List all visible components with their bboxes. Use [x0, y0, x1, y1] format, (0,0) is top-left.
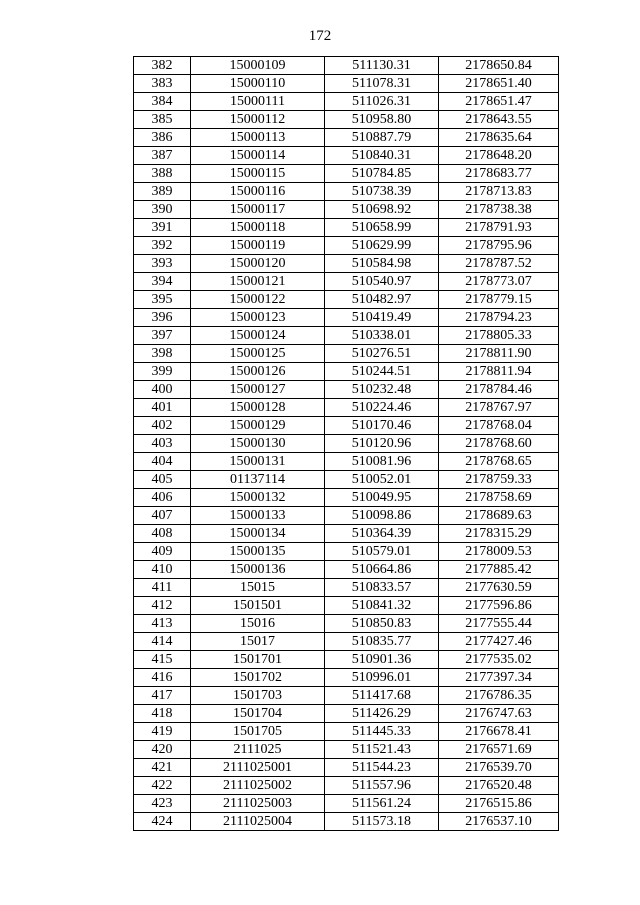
x-coordinate-cell: 510840.31 — [325, 147, 439, 165]
table-row — [134, 237, 559, 255]
x-coordinate-cell: 511417.68 — [325, 687, 439, 705]
table-row — [134, 579, 559, 597]
point-id-cell: 15000136 — [191, 561, 325, 579]
x-coordinate-cell: 510120.96 — [325, 435, 439, 453]
point-number-cell: 403 — [134, 435, 191, 453]
x-coordinate-cell: 510658.99 — [325, 219, 439, 237]
y-coordinate-cell: 2176747.63 — [439, 705, 559, 723]
y-coordinate-cell: 2178738.38 — [439, 201, 559, 219]
point-number-cell: 404 — [134, 453, 191, 471]
point-id-cell: 15000126 — [191, 363, 325, 381]
x-coordinate-cell: 510364.39 — [325, 525, 439, 543]
table-row — [134, 129, 559, 147]
y-coordinate-cell: 2176786.35 — [439, 687, 559, 705]
x-coordinate-cell: 510698.92 — [325, 201, 439, 219]
point-number-cell: 382 — [134, 57, 191, 75]
y-coordinate-cell: 2178651.47 — [439, 93, 559, 111]
x-coordinate-cell: 511026.31 — [325, 93, 439, 111]
table-row — [134, 453, 559, 471]
y-coordinate-cell: 2176539.70 — [439, 759, 559, 777]
y-coordinate-cell: 2178759.33 — [439, 471, 559, 489]
point-number-cell: 396 — [134, 309, 191, 327]
y-coordinate-cell: 2177555.44 — [439, 615, 559, 633]
x-coordinate-cell: 510482.97 — [325, 291, 439, 309]
table-row — [134, 525, 559, 543]
point-number-cell: 411 — [134, 579, 191, 597]
point-number-cell: 421 — [134, 759, 191, 777]
y-coordinate-cell: 2176515.86 — [439, 795, 559, 813]
y-coordinate-cell: 2176520.48 — [439, 777, 559, 795]
point-id-cell: 15000120 — [191, 255, 325, 273]
y-coordinate-cell: 2176678.41 — [439, 723, 559, 741]
table-row — [134, 795, 559, 813]
y-coordinate-cell: 2176537.10 — [439, 813, 559, 831]
point-id-cell: 15000122 — [191, 291, 325, 309]
y-coordinate-cell: 2178635.64 — [439, 129, 559, 147]
point-id-cell: 15000116 — [191, 183, 325, 201]
table-row — [134, 489, 559, 507]
y-coordinate-cell: 2178651.40 — [439, 75, 559, 93]
point-number-cell: 408 — [134, 525, 191, 543]
x-coordinate-cell: 510244.51 — [325, 363, 439, 381]
table-row — [134, 741, 559, 759]
point-number-cell: 400 — [134, 381, 191, 399]
y-coordinate-cell: 2178811.94 — [439, 363, 559, 381]
x-coordinate-cell: 510098.86 — [325, 507, 439, 525]
y-coordinate-cell: 2178758.69 — [439, 489, 559, 507]
point-number-cell: 418 — [134, 705, 191, 723]
point-id-cell: 15000115 — [191, 165, 325, 183]
table-row — [134, 435, 559, 453]
point-id-cell: 15000135 — [191, 543, 325, 561]
point-number-cell: 420 — [134, 741, 191, 759]
point-number-cell: 405 — [134, 471, 191, 489]
x-coordinate-cell: 510540.97 — [325, 273, 439, 291]
table-row — [134, 633, 559, 651]
y-coordinate-cell: 2178768.65 — [439, 453, 559, 471]
point-number-cell: 422 — [134, 777, 191, 795]
point-id-cell: 15000124 — [191, 327, 325, 345]
y-coordinate-cell: 2178811.90 — [439, 345, 559, 363]
x-coordinate-cell: 510887.79 — [325, 129, 439, 147]
point-id-cell: 15017 — [191, 633, 325, 651]
table-row — [134, 363, 559, 381]
point-id-cell: 15000125 — [191, 345, 325, 363]
x-coordinate-cell: 511078.31 — [325, 75, 439, 93]
y-coordinate-cell: 2178768.60 — [439, 435, 559, 453]
point-id-cell: 2111025004 — [191, 813, 325, 831]
point-number-cell: 415 — [134, 651, 191, 669]
table-row — [134, 543, 559, 561]
point-id-cell: 1501704 — [191, 705, 325, 723]
y-coordinate-cell: 2178009.53 — [439, 543, 559, 561]
table-row — [134, 651, 559, 669]
coordinates-table — [133, 56, 559, 831]
point-id-cell: 15000133 — [191, 507, 325, 525]
x-coordinate-cell: 510996.01 — [325, 669, 439, 687]
point-number-cell: 398 — [134, 345, 191, 363]
point-id-cell: 15000123 — [191, 309, 325, 327]
point-number-cell: 386 — [134, 129, 191, 147]
table-row — [134, 669, 559, 687]
y-coordinate-cell: 2178648.20 — [439, 147, 559, 165]
y-coordinate-cell: 2178795.96 — [439, 237, 559, 255]
point-id-cell: 2111025 — [191, 741, 325, 759]
point-id-cell: 15000121 — [191, 273, 325, 291]
point-number-cell: 424 — [134, 813, 191, 831]
point-id-cell: 15000112 — [191, 111, 325, 129]
y-coordinate-cell: 2177630.59 — [439, 579, 559, 597]
table-row — [134, 165, 559, 183]
point-id-cell: 1501705 — [191, 723, 325, 741]
table-row — [134, 759, 559, 777]
point-id-cell: 15000128 — [191, 399, 325, 417]
point-number-cell: 387 — [134, 147, 191, 165]
y-coordinate-cell: 2178791.93 — [439, 219, 559, 237]
x-coordinate-cell: 511573.18 — [325, 813, 439, 831]
y-coordinate-cell: 2178713.83 — [439, 183, 559, 201]
table-row — [134, 273, 559, 291]
point-number-cell: 388 — [134, 165, 191, 183]
point-id-cell: 15000131 — [191, 453, 325, 471]
point-id-cell: 15000134 — [191, 525, 325, 543]
x-coordinate-cell: 511521.43 — [325, 741, 439, 759]
y-coordinate-cell: 2177397.34 — [439, 669, 559, 687]
point-id-cell: 1501703 — [191, 687, 325, 705]
point-id-cell: 15000109 — [191, 57, 325, 75]
point-id-cell: 2111025002 — [191, 777, 325, 795]
y-coordinate-cell: 2178773.07 — [439, 273, 559, 291]
point-number-cell: 391 — [134, 219, 191, 237]
table-body — [134, 57, 559, 831]
point-number-cell: 423 — [134, 795, 191, 813]
point-number-cell: 392 — [134, 237, 191, 255]
table-row — [134, 111, 559, 129]
table-row — [134, 507, 559, 525]
x-coordinate-cell: 510081.96 — [325, 453, 439, 471]
table-row — [134, 777, 559, 795]
x-coordinate-cell: 510584.98 — [325, 255, 439, 273]
table-row — [134, 93, 559, 111]
table-row — [134, 471, 559, 489]
y-coordinate-cell: 2177596.86 — [439, 597, 559, 615]
point-number-cell: 409 — [134, 543, 191, 561]
x-coordinate-cell: 510419.49 — [325, 309, 439, 327]
point-number-cell: 397 — [134, 327, 191, 345]
point-id-cell: 1501501 — [191, 597, 325, 615]
point-id-cell: 15000114 — [191, 147, 325, 165]
point-id-cell: 2111025001 — [191, 759, 325, 777]
point-number-cell: 419 — [134, 723, 191, 741]
x-coordinate-cell: 511130.31 — [325, 57, 439, 75]
x-coordinate-cell: 510738.39 — [325, 183, 439, 201]
y-coordinate-cell: 2178683.77 — [439, 165, 559, 183]
x-coordinate-cell: 510170.46 — [325, 417, 439, 435]
x-coordinate-cell: 510850.83 — [325, 615, 439, 633]
y-coordinate-cell: 2178767.97 — [439, 399, 559, 417]
point-id-cell: 15000132 — [191, 489, 325, 507]
y-coordinate-cell: 2178805.33 — [439, 327, 559, 345]
x-coordinate-cell: 511561.24 — [325, 795, 439, 813]
x-coordinate-cell: 510784.85 — [325, 165, 439, 183]
x-coordinate-cell: 511557.96 — [325, 777, 439, 795]
point-id-cell: 15016 — [191, 615, 325, 633]
table-row — [134, 291, 559, 309]
y-coordinate-cell: 2178784.46 — [439, 381, 559, 399]
table-row — [134, 75, 559, 93]
table-row — [134, 381, 559, 399]
point-number-cell: 385 — [134, 111, 191, 129]
x-coordinate-cell: 510232.48 — [325, 381, 439, 399]
y-coordinate-cell: 2177885.42 — [439, 561, 559, 579]
y-coordinate-cell: 2178787.52 — [439, 255, 559, 273]
point-id-cell: 1501702 — [191, 669, 325, 687]
x-coordinate-cell: 510835.77 — [325, 633, 439, 651]
point-number-cell: 395 — [134, 291, 191, 309]
point-id-cell: 15000111 — [191, 93, 325, 111]
point-id-cell: 15000127 — [191, 381, 325, 399]
y-coordinate-cell: 2177427.46 — [439, 633, 559, 651]
point-number-cell: 414 — [134, 633, 191, 651]
table-row — [134, 255, 559, 273]
point-number-cell: 417 — [134, 687, 191, 705]
y-coordinate-cell: 2176571.69 — [439, 741, 559, 759]
y-coordinate-cell: 2178689.63 — [439, 507, 559, 525]
y-coordinate-cell: 2178650.84 — [439, 57, 559, 75]
x-coordinate-cell: 510629.99 — [325, 237, 439, 255]
point-id-cell: 15000113 — [191, 129, 325, 147]
y-coordinate-cell: 2178779.15 — [439, 291, 559, 309]
point-id-cell: 15000110 — [191, 75, 325, 93]
x-coordinate-cell: 511544.23 — [325, 759, 439, 777]
point-number-cell: 401 — [134, 399, 191, 417]
table-row — [134, 327, 559, 345]
x-coordinate-cell: 510049.95 — [325, 489, 439, 507]
y-coordinate-cell: 2178768.04 — [439, 417, 559, 435]
point-id-cell: 15000117 — [191, 201, 325, 219]
point-id-cell: 15000119 — [191, 237, 325, 255]
x-coordinate-cell: 510841.32 — [325, 597, 439, 615]
x-coordinate-cell: 510579.01 — [325, 543, 439, 561]
point-number-cell: 407 — [134, 507, 191, 525]
table-row — [134, 183, 559, 201]
x-coordinate-cell: 511445.33 — [325, 723, 439, 741]
table-row — [134, 687, 559, 705]
point-number-cell: 406 — [134, 489, 191, 507]
x-coordinate-cell: 510901.36 — [325, 651, 439, 669]
x-coordinate-cell: 510338.01 — [325, 327, 439, 345]
point-number-cell: 389 — [134, 183, 191, 201]
y-coordinate-cell: 2177535.02 — [439, 651, 559, 669]
table-row — [134, 723, 559, 741]
point-number-cell: 393 — [134, 255, 191, 273]
page-number: 172 — [308, 28, 332, 44]
point-number-cell: 410 — [134, 561, 191, 579]
y-coordinate-cell: 2178643.55 — [439, 111, 559, 129]
table-row — [134, 597, 559, 615]
point-number-cell: 402 — [134, 417, 191, 435]
point-number-cell: 413 — [134, 615, 191, 633]
x-coordinate-cell: 510052.01 — [325, 471, 439, 489]
table-row — [134, 345, 559, 363]
point-id-cell: 15015 — [191, 579, 325, 597]
x-coordinate-cell: 510276.51 — [325, 345, 439, 363]
point-id-cell: 15000129 — [191, 417, 325, 435]
table-row — [134, 813, 559, 831]
point-id-cell: 15000130 — [191, 435, 325, 453]
table-row — [134, 399, 559, 417]
point-number-cell: 383 — [134, 75, 191, 93]
table-row — [134, 705, 559, 723]
table-row — [134, 201, 559, 219]
x-coordinate-cell: 510958.80 — [325, 111, 439, 129]
point-number-cell: 384 — [134, 93, 191, 111]
point-number-cell: 390 — [134, 201, 191, 219]
point-number-cell: 394 — [134, 273, 191, 291]
table-row — [134, 417, 559, 435]
y-coordinate-cell: 2178315.29 — [439, 525, 559, 543]
x-coordinate-cell: 510224.46 — [325, 399, 439, 417]
point-id-cell: 01137114 — [191, 471, 325, 489]
point-number-cell: 416 — [134, 669, 191, 687]
point-id-cell: 2111025003 — [191, 795, 325, 813]
table-row — [134, 57, 559, 75]
table-row — [134, 147, 559, 165]
table-row — [134, 615, 559, 633]
table-row — [134, 309, 559, 327]
x-coordinate-cell: 511426.29 — [325, 705, 439, 723]
x-coordinate-cell: 510833.57 — [325, 579, 439, 597]
point-number-cell: 412 — [134, 597, 191, 615]
point-id-cell: 15000118 — [191, 219, 325, 237]
point-id-cell: 1501701 — [191, 651, 325, 669]
point-number-cell: 399 — [134, 363, 191, 381]
x-coordinate-cell: 510664.86 — [325, 561, 439, 579]
table-row — [134, 219, 559, 237]
table-row — [134, 561, 559, 579]
y-coordinate-cell: 2178794.23 — [439, 309, 559, 327]
